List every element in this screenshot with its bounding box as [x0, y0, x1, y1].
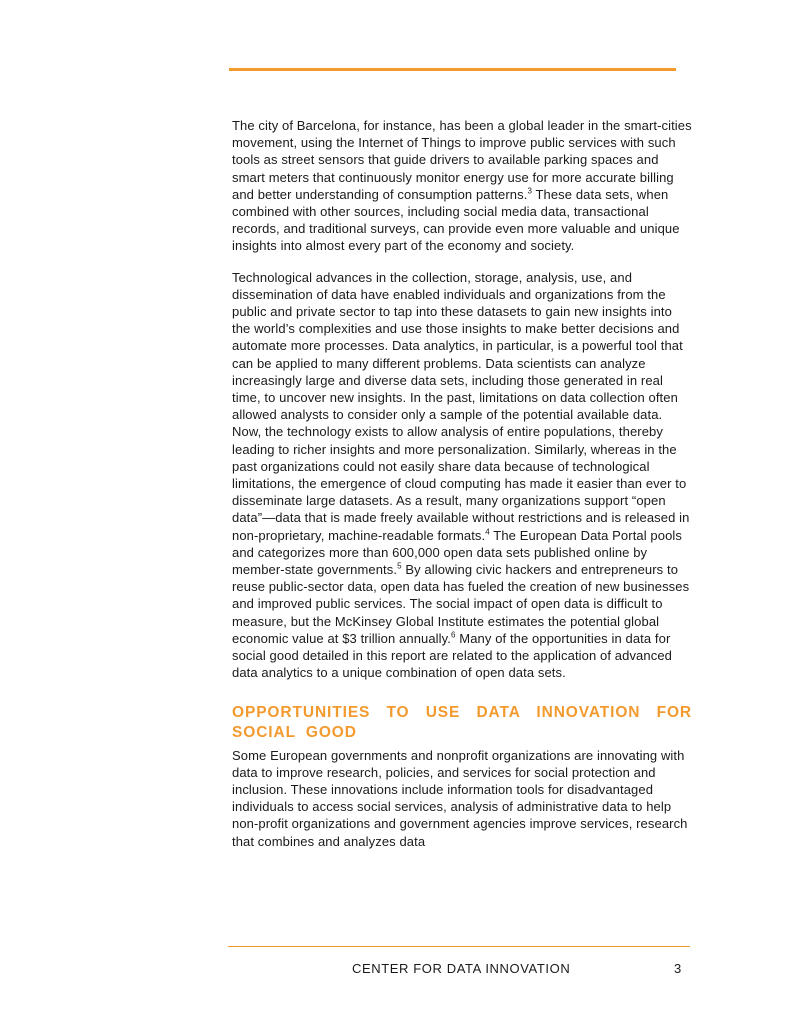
section-body-paragraph: Some European governments and nonprofit organizations are innovating with data to improve research, policies, and services for social protection and inclusion. These innovations include information tools for disadvantaged individuals to access social services, analysis of administrative data to help non-profit organizations and government agencies improve services, research that combines and analyzes data	[232, 747, 688, 849]
paragraph-text: Many of the opportunities in data for social good detailed in this report are related to the application of advanced data analytics to a unique combination of open data sets.	[232, 630, 672, 681]
footer-organization: CENTER FOR DATA INNOVATION	[352, 961, 571, 976]
paragraph-text: By allowing civic hackers and entrepreneurs to reuse public-sector data, open data has fueled the creation of new businesses and improved public services. The social impact of open data is difficult to measure, but the McKinsey Global Institute estimates the potential global economic value at $3 trillion annually.	[232, 562, 690, 646]
paragraph-text: The European Data Portal pools and categorizes more than 600,000 open data sets published online by member-state governments.	[232, 527, 683, 578]
paragraph-text: Technological advances in the collection, storage, analysis, use, and dissemination of data have enabled individuals and organizations from the public and private sector to tap into these datasets to gain new insights into the world’s complexities and use those insights to make better decisions and automate more processes. Data analytics, in particular, is a powerful tool that can be applied to many different problems. Data scientists can analyze increasingly large and diverse data sets, including those generated in real time, to uncover new insights. In the past, limitations on data collection often allowed analysts to consider only a sample of the potential available data. Now, the technology exists to allow analysis of entire populations, thereby leading to richer insights and more personalization. Similarly, whereas in the past organizations could not easily share data because of technological limitations, the emergence of cloud computing has made it easier than ever to disseminate large datasets. As a result, many organizations support “open data”—data that is made freely available without restrictions and is released in non-proprietary, machine-readable formats.	[232, 269, 690, 543]
document-body	[232, 117, 692, 864]
footnote-marker[interactable]: 5	[397, 561, 402, 571]
footnote-marker[interactable]: 3	[527, 186, 532, 196]
page-number: 3	[674, 961, 682, 976]
footnote-marker[interactable]: 4	[485, 527, 490, 537]
header-divider	[229, 68, 676, 71]
paragraph-barcelona	[232, 117, 692, 255]
section-heading: OPPORTUNITIES TO USE DATA INNOVATION FOR SOCIAL GOOD	[232, 703, 692, 741]
paragraph-text: The city of Barcelona, for instance, has been a global leader in the smart-cities movement, using the Internet of Things to improve public services with such tools as street sensors that guide drivers to available parking spaces and smart meters that continuously monitor energy use for more accurate billing and better understanding of consumption patterns.	[232, 118, 692, 202]
paragraph-technological-advances	[232, 269, 692, 682]
footnote-marker[interactable]: 6	[451, 630, 456, 640]
paragraph-text: These data sets, when combined with other sources, including social media data, transactional records, and traditional surveys, can provide even more valuable and unique insights into almost every part of the economy and society.	[232, 186, 680, 254]
footer-divider	[228, 946, 690, 947]
